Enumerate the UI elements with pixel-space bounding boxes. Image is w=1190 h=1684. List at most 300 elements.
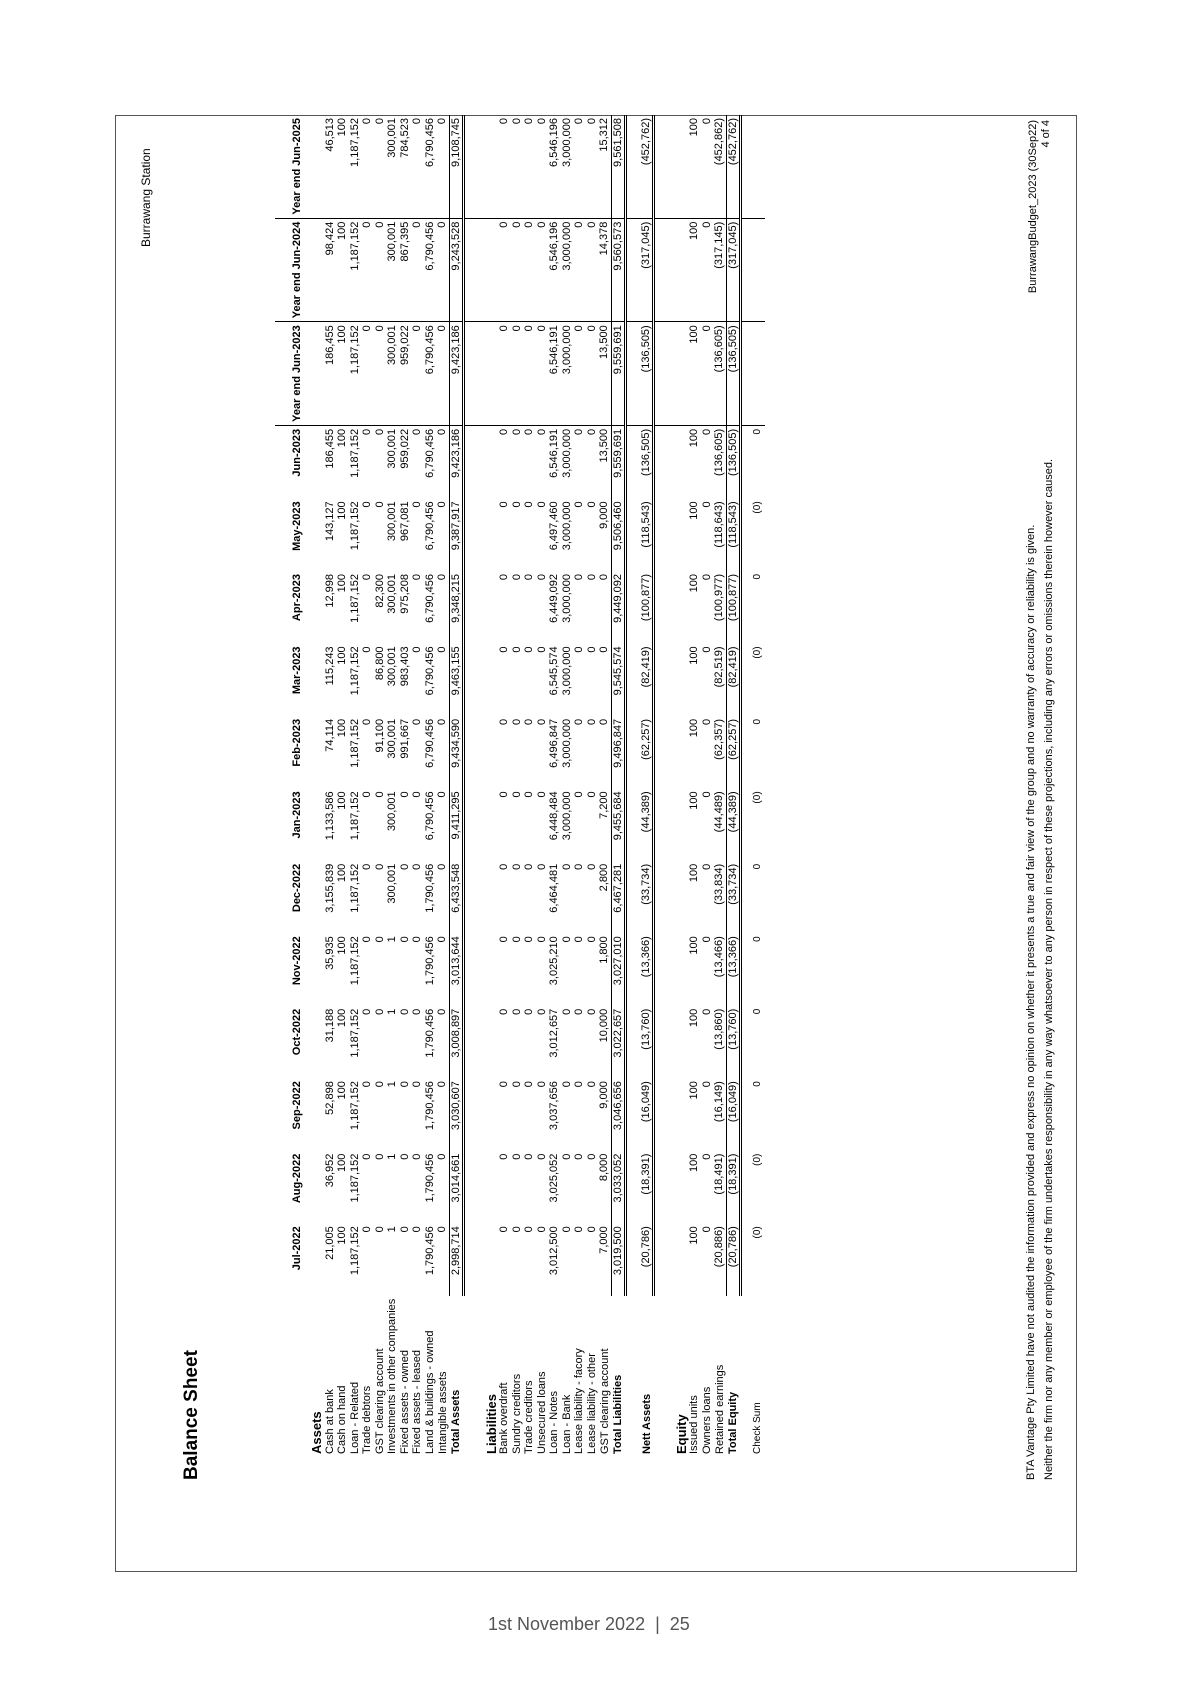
- cell-value: 0: [573, 791, 586, 798]
- cell-value: 9,000: [598, 501, 611, 529]
- cell-value: 6,433,548: [449, 861, 464, 933]
- cell-value: 0: [560, 1153, 573, 1160]
- cell-value: 3,000,000: [560, 718, 573, 768]
- cell-value: 0: [373, 1153, 386, 1160]
- cell-value: 0: [411, 1081, 424, 1088]
- cell-value: 0: [523, 573, 536, 581]
- cell-value: 300,001: [386, 501, 399, 542]
- asset-row: [324, 115, 337, 1457]
- cell-value: 0: [523, 1081, 536, 1088]
- cell-value: 0: [398, 1226, 411, 1233]
- cell-value: (118,543): [640, 498, 654, 571]
- empty-cell: [303, 861, 324, 933]
- column-header: Oct-2022: [291, 1008, 303, 1056]
- cell-value: 0: [573, 501, 586, 508]
- cell-value: [741, 218, 765, 322]
- column-header: Jul-2022: [291, 1226, 303, 1271]
- cell-value: 0: [361, 218, 374, 322]
- cell-value: 0: [700, 428, 713, 436]
- cell-value: 0: [585, 936, 598, 943]
- cell-value: (136,505): [726, 322, 741, 426]
- cell-value: 0: [498, 1226, 511, 1233]
- cell-value: 0: [535, 718, 548, 726]
- cell-value: 0: [436, 322, 449, 426]
- row-label: Cash on hand: [336, 1385, 349, 1454]
- cell-value: 52,898: [323, 1081, 336, 1115]
- cell-value: 0: [361, 1081, 374, 1088]
- cell-value: (13,366): [640, 933, 654, 1005]
- cell-value: (136,505): [640, 425, 654, 498]
- cell-value: (82,419): [726, 643, 741, 715]
- cell-value: 9,496,847: [611, 716, 626, 788]
- empty-cell: [303, 571, 324, 643]
- column-header: Year end Jun-2024: [275, 218, 303, 322]
- cell-value: 0: [411, 936, 424, 943]
- cell-value: 0: [586, 115, 599, 218]
- cell-value: (13,366): [726, 933, 741, 1005]
- cell-value: (62,257): [640, 716, 654, 788]
- empty-cell: [303, 716, 324, 788]
- cell-value: 6,790,456: [424, 322, 437, 426]
- cell-value: 1,187,152: [348, 501, 361, 551]
- asset-row: [374, 115, 387, 1457]
- cell-value: 0: [436, 1153, 449, 1160]
- cell-value: (0): [752, 646, 764, 659]
- section-heading: Assets: [309, 1411, 325, 1454]
- cell-value: 0: [560, 1226, 573, 1233]
- cell-value: 1,187,152: [349, 218, 362, 322]
- cell-value: 0: [498, 322, 511, 426]
- cell-value: 0: [585, 573, 598, 581]
- empty-cell: [478, 716, 499, 788]
- cell-value: 0: [510, 863, 523, 870]
- cell-value: 0: [700, 1081, 713, 1088]
- cell-value: 100: [688, 322, 701, 426]
- cell-value: 0: [436, 791, 449, 798]
- cell-value: 0: [498, 218, 511, 322]
- column-header: May-2023: [291, 501, 303, 551]
- row-label: Lease liability - facory: [573, 1348, 586, 1454]
- cell-value: 6,790,456: [423, 646, 436, 696]
- file-name: BurrawangBudget_2023 (30Sep22): [1027, 120, 1039, 294]
- cell-value: 0: [374, 218, 387, 322]
- cell-value: 100: [336, 718, 349, 738]
- cell-value: 1,187,152: [348, 1153, 361, 1203]
- cell-value: (100,877): [726, 571, 741, 643]
- cell-value: 9,434,590: [449, 716, 464, 788]
- cell-value: 300,001: [386, 218, 399, 322]
- cell-value: 0: [700, 646, 713, 653]
- cell-value: 3,000,000: [561, 218, 574, 322]
- empty-cell: [626, 322, 640, 426]
- empty-cell: [668, 571, 689, 643]
- cell-value: 0: [498, 1081, 511, 1088]
- cell-value: 100: [336, 428, 349, 448]
- cell-value: 0: [361, 428, 374, 436]
- cell-value: (82,519): [713, 646, 726, 688]
- liability-row: [536, 115, 549, 1457]
- row-label: Total Equity: [727, 1391, 740, 1454]
- column-header: Jan-2023: [291, 791, 303, 839]
- liability-row: [586, 115, 599, 1457]
- equity-row: [701, 115, 714, 1457]
- row-label: Loan - Notes: [548, 1391, 561, 1454]
- asset-row: [336, 115, 349, 1457]
- cell-value: 0: [523, 428, 536, 436]
- cell-value: 0: [498, 501, 511, 508]
- cell-value: 0: [510, 428, 523, 436]
- cell-value: 0: [411, 1153, 424, 1160]
- asset-row: [411, 115, 424, 1457]
- cell-value: (0): [752, 1153, 764, 1166]
- cell-value: 0: [573, 1008, 586, 1015]
- column-header: Apr-2023: [291, 573, 303, 622]
- cell-value: 0: [573, 718, 586, 726]
- cell-value: 0: [535, 1081, 548, 1088]
- empty-cell: [668, 1223, 689, 1295]
- cell-value: 100: [336, 1153, 349, 1172]
- cell-value: 1,187,152: [349, 322, 362, 426]
- cell-value: 31,188: [323, 1008, 336, 1043]
- cell-value: 100: [336, 791, 349, 810]
- cell-value: 0: [373, 863, 386, 870]
- cell-value: 100: [688, 936, 701, 955]
- cell-value: 100: [688, 863, 701, 883]
- cell-value: 100: [336, 936, 349, 955]
- cell-value: 1,187,152: [348, 1226, 361, 1276]
- cell-value: 0: [373, 936, 386, 943]
- cell-value: (0): [752, 791, 764, 804]
- cell-value: 3,013,644: [449, 933, 464, 1005]
- cell-value: 6,790,456: [423, 428, 436, 478]
- cell-value: 2,998,714: [449, 1223, 464, 1295]
- cell-value: 0: [498, 428, 511, 436]
- cell-value: 983,403: [398, 646, 411, 687]
- cell-value: 0: [398, 936, 411, 943]
- cell-value: 100: [688, 501, 701, 520]
- cell-value: 6,790,456: [423, 501, 436, 551]
- cell-value: 1,790,456: [423, 1226, 436, 1276]
- cell-value: 0: [373, 501, 386, 508]
- cell-value: 0: [361, 1226, 374, 1233]
- empty-cell: [478, 322, 499, 426]
- cell-value: 3,019,500: [611, 1223, 626, 1295]
- cell-value: 6,790,456: [424, 218, 437, 322]
- cell-value: 0: [373, 1226, 386, 1233]
- empty-cell: [626, 1078, 640, 1150]
- cell-value: 0: [398, 863, 411, 870]
- cell-value: 0: [585, 863, 598, 870]
- cell-value: 0: [398, 1008, 411, 1015]
- cell-value: 0: [535, 791, 548, 798]
- cell-value: 300,001: [386, 322, 399, 426]
- cell-value: 1: [386, 936, 399, 943]
- empty-cell: [303, 1223, 324, 1295]
- cell-value: 36,952: [323, 1153, 336, 1188]
- asset-row: [386, 115, 399, 1457]
- cell-value: 0: [573, 863, 586, 870]
- column-header: Year end Jun-2023: [275, 322, 303, 426]
- cell-value: 0: [436, 428, 449, 436]
- cell-value: 0: [373, 791, 386, 798]
- cell-value: 0: [398, 1153, 411, 1160]
- cell-value: 0: [752, 718, 764, 725]
- cell-value: 1,187,152: [348, 936, 361, 986]
- cell-value: (44,389): [640, 788, 654, 860]
- cell-value: 9,559,691: [611, 425, 626, 498]
- cell-value: 867,395: [399, 218, 412, 322]
- cell-value: 0: [436, 1081, 449, 1088]
- cell-value: 0: [536, 115, 549, 218]
- equity-row: [688, 115, 701, 1457]
- cell-value: 1,187,152: [348, 1081, 361, 1131]
- cell-value: (100,977): [713, 573, 726, 622]
- disclaimer-responsibility: Neither the firm nor any member or employee of the firm undertakes responsibility in any way whatsoever to any person in respect of these projections, including any errors or omissions therein however caused.: [1043, 458, 1055, 1480]
- cell-value: 0: [510, 791, 523, 798]
- cell-value: 9,423,186: [449, 322, 464, 426]
- cell-value: 0: [573, 1153, 586, 1160]
- cell-value: (33,734): [726, 861, 741, 933]
- equity-heading-row: [668, 115, 689, 1457]
- empty-cell: [478, 643, 499, 715]
- cell-value: 0: [498, 1153, 511, 1160]
- empty-cell: [478, 1223, 499, 1295]
- cell-value: 0: [536, 218, 549, 322]
- row-label: Intangible assets: [436, 1371, 449, 1454]
- empty-cell: [654, 498, 668, 571]
- asset-row: [399, 115, 412, 1457]
- cell-value: 0: [398, 1081, 411, 1088]
- cell-value: 0: [598, 573, 611, 581]
- cell-value: 1,187,152: [348, 863, 361, 913]
- empty-cell: [654, 322, 668, 426]
- cell-value: 0: [436, 863, 449, 870]
- footer-page-number: 25: [669, 1614, 690, 1634]
- cell-value: 3,030,607: [449, 1078, 464, 1150]
- cell-value: 3,027,010: [611, 933, 626, 1005]
- cell-value: [741, 115, 765, 218]
- cell-value: (16,149): [713, 1081, 726, 1123]
- cell-value: 9,423,186: [449, 425, 464, 498]
- cell-value: 0: [573, 322, 586, 426]
- empty-cell: [668, 861, 689, 933]
- column-header: Year end Jun-2025: [275, 115, 303, 218]
- cell-value: (452,762): [726, 115, 741, 218]
- cell-value: 0: [560, 936, 573, 943]
- cell-value: (18,391): [640, 1151, 654, 1224]
- cell-value: 3,000,000: [560, 501, 573, 551]
- cell-value: 1,187,152: [348, 1008, 361, 1058]
- row-label: Nett Assets: [640, 1393, 653, 1454]
- cell-value: 9,411,295: [449, 788, 464, 860]
- empty-cell: [478, 861, 499, 933]
- cell-value: 12,998: [323, 573, 336, 608]
- cell-value: 1,790,456: [423, 1008, 436, 1058]
- cell-value: 15,312: [598, 115, 611, 218]
- cell-value: 6,467,281: [611, 861, 626, 933]
- file-reference: [1027, 120, 1053, 385]
- station-name: Burrawang Station: [139, 148, 153, 247]
- cell-value: 9,348,215: [449, 571, 464, 643]
- row-label: Check Sum: [751, 1402, 763, 1454]
- empty-cell: [654, 861, 668, 933]
- cell-value: 3,046,656: [611, 1078, 626, 1150]
- cell-value: 0: [510, 1153, 523, 1160]
- row-label: Issued units: [688, 1395, 701, 1454]
- cell-value: 9,455,684: [611, 788, 626, 860]
- empty-cell: [478, 218, 499, 322]
- cell-value: 1,187,152: [348, 428, 361, 478]
- cell-value: 0: [510, 718, 523, 726]
- empty-cell: [478, 1151, 499, 1224]
- cell-value: 0: [585, 1081, 598, 1088]
- cell-value: 1,187,152: [348, 791, 361, 841]
- cell-value: 0: [373, 1008, 386, 1015]
- cell-value: 0: [498, 791, 511, 798]
- empty-cell: [626, 1223, 640, 1295]
- cell-value: 0: [523, 501, 536, 508]
- cell-value: 0: [523, 936, 536, 943]
- asset-row: [436, 115, 449, 1457]
- row-label: Fixed assets - owned: [398, 1350, 411, 1454]
- cell-value: (33,734): [640, 861, 654, 933]
- cell-value: (20,786): [726, 1223, 741, 1295]
- cell-value: 0: [361, 1153, 374, 1160]
- cell-value: 6,545,574: [548, 646, 561, 696]
- cell-value: (44,489): [713, 791, 726, 833]
- cell-value: (62,257): [726, 716, 741, 788]
- cell-value: 0: [411, 573, 424, 581]
- cell-value: 9,545,574: [611, 643, 626, 715]
- footer-separator: |: [655, 1614, 660, 1634]
- cell-value: (452,862): [713, 115, 726, 218]
- cell-value: (16,049): [640, 1078, 654, 1150]
- cell-value: (118,643): [713, 501, 726, 548]
- liability-row: [548, 115, 561, 1457]
- empty-cell: [668, 498, 689, 571]
- cell-value: 9,559,691: [611, 322, 626, 426]
- cell-value: 100: [336, 863, 349, 883]
- cell-value: 3,033,052: [611, 1151, 626, 1224]
- empty-cell: [668, 322, 689, 426]
- cell-value: (100,877): [640, 571, 654, 643]
- cell-value: 0: [586, 218, 599, 322]
- cell-value: 9,108,745: [449, 115, 464, 218]
- cell-value: 959,022: [399, 322, 412, 426]
- cell-value: 0: [700, 1153, 713, 1160]
- cell-value: 0: [752, 863, 764, 870]
- column-header: Nov-2022: [291, 936, 303, 986]
- column-header: Sep-2022: [291, 1081, 303, 1130]
- cell-value: 300,001: [386, 428, 399, 469]
- cell-value: 9,449,092: [611, 571, 626, 643]
- cell-value: 0: [573, 218, 586, 322]
- equity-row: [713, 115, 726, 1457]
- cell-value: 2,800: [598, 863, 611, 892]
- row-label: Investments in other companies: [386, 1298, 399, 1454]
- row-label: Loan - Bank: [560, 1394, 573, 1454]
- row-label: Unsecured loans: [535, 1371, 548, 1454]
- spacer-row: [654, 115, 668, 1457]
- cell-value: 0: [511, 322, 524, 426]
- cell-value: 0: [585, 428, 598, 436]
- asset-row: [349, 115, 362, 1457]
- cell-value: 0: [573, 573, 586, 581]
- cell-value: 0: [523, 218, 536, 322]
- row-label: Lease liability - other: [585, 1353, 598, 1454]
- cell-value: 1,800: [598, 936, 611, 964]
- cell-value: 0: [523, 1226, 536, 1233]
- cell-value: 0: [585, 718, 598, 726]
- cell-value: 0: [411, 322, 424, 426]
- cell-value: 0: [361, 115, 374, 218]
- empty-cell: [464, 1223, 478, 1295]
- cell-value: 74,114: [323, 718, 336, 752]
- cell-value: 1,187,152: [349, 115, 362, 218]
- cell-value: 0: [523, 322, 536, 426]
- cell-value: 6,546,196: [548, 218, 561, 322]
- cell-value: 0: [752, 573, 764, 580]
- cell-value: (13,466): [713, 936, 726, 978]
- empty-cell: [654, 1078, 668, 1150]
- cell-value: 0: [510, 1081, 523, 1088]
- cell-value: (452,762): [640, 115, 654, 218]
- cell-value: 6,497,460: [548, 501, 561, 551]
- cell-value: 100: [688, 573, 701, 593]
- empty-cell: [464, 218, 478, 322]
- cell-value: 1,790,456: [423, 1153, 436, 1203]
- cell-value: 0: [752, 1081, 764, 1087]
- cell-value: (136,605): [713, 428, 726, 476]
- cell-value: 0: [585, 1153, 598, 1160]
- cell-value: 6,464,481: [548, 863, 561, 913]
- cell-value: 0: [511, 115, 524, 218]
- empty-cell: [668, 425, 689, 498]
- cell-value: 0: [523, 1008, 536, 1015]
- cell-value: 6,790,456: [424, 115, 437, 218]
- empty-cell: [668, 788, 689, 860]
- empty-cell: [464, 788, 478, 860]
- empty-cell: [668, 218, 689, 322]
- cell-value: 0: [398, 791, 411, 798]
- empty-cell: [626, 861, 640, 933]
- cell-value: 991,667: [398, 718, 411, 759]
- cell-value: 1: [386, 1226, 399, 1233]
- cell-value: 0: [436, 573, 449, 581]
- row-label: GST clearing account: [598, 1348, 611, 1454]
- cell-value: 86,800: [373, 646, 386, 681]
- empty-cell: [303, 1151, 324, 1224]
- column-header: Jun-2023: [291, 428, 303, 477]
- row-label: Sundry creditors: [510, 1373, 523, 1454]
- empty-cell: [478, 115, 499, 218]
- cell-value: 0: [361, 936, 374, 943]
- cell-value: 0: [536, 322, 549, 426]
- cell-value: 0: [374, 322, 387, 426]
- cell-value: 100: [336, 1226, 349, 1245]
- asset-row: [361, 115, 374, 1457]
- cell-value: 0: [560, 1081, 573, 1088]
- empty-cell: [303, 933, 324, 1005]
- empty-cell: [478, 425, 499, 498]
- cell-value: 0: [585, 1226, 598, 1233]
- empty-cell: [668, 1151, 689, 1224]
- empty-cell: [303, 1078, 324, 1150]
- section-heading: Equity: [673, 1414, 689, 1454]
- empty-cell: [654, 218, 668, 322]
- cell-value: 0: [535, 1226, 548, 1233]
- cell-value: 6,448,484: [548, 791, 561, 841]
